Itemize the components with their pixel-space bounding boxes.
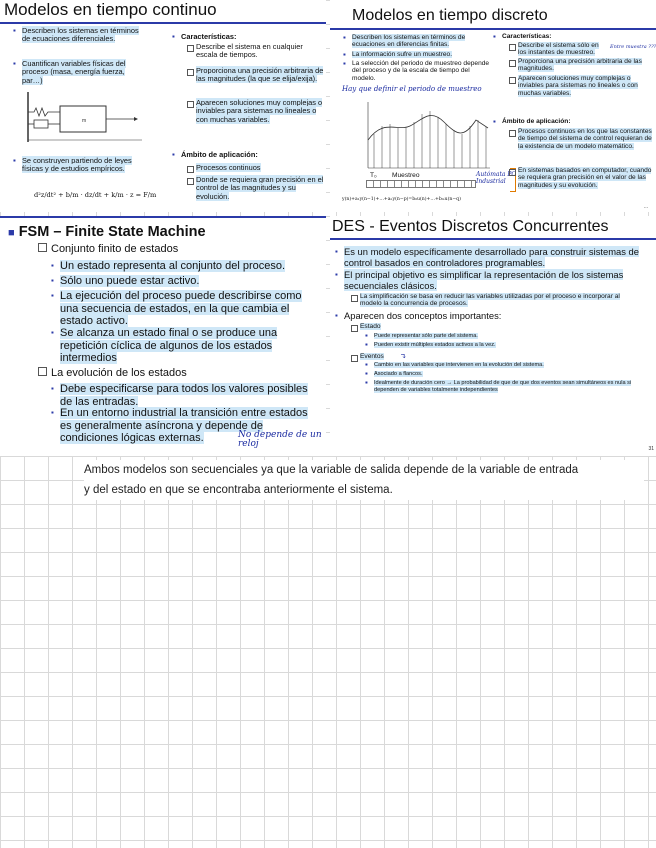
handwritten-side-note: Autómata PC Industrial [476,171,517,185]
slide-title: ■ FSM – Finite State Machine [8,224,206,240]
list-item: Aparecen soluciones muy complejas o inviables para sistemas no lineales o con muchas variables. [196,98,323,124]
bullet-item: ▪ La información sufre un muestreo. [352,51,492,58]
slide-continuous-models [0,0,326,212]
list-item: ▪ Idealmente de duración cero → La probabilidad de que de que dos eventos sean simultáneos es nula si dependen de variables totalmente independientes [374,380,644,393]
list-item: ▪ Pueden existir múltiples estados activos a la vez. [374,342,644,349]
sampled-signal-plot [364,98,492,172]
slide-des [330,216,656,456]
list-item: ▪ Asociado a flancos. [374,371,644,378]
bullet-item: ▪ Describen los sistemas en términos de ecuaciones diferenciales. [22,27,142,44]
estado-label: Estado [360,323,381,330]
list-item: Proporciona una precisión arbitraria de las magnitudes (la que se elija/exija). [196,67,326,84]
list-item: ▪ En un entorno industrial la transición entre estados es generalmente asíncrona y depende de condiciones lógicas externas. [60,407,310,445]
handwritten-note: Entre muestra ??? [610,44,656,50]
list-item: ▪ Puede representar sólo parte del sistema. [374,333,644,340]
ts-label: T₀ [370,172,377,179]
title-rule [0,22,326,24]
title-rule [330,28,656,30]
list-item: Describe el sistema en cualquier escala de tiempos. [196,43,326,60]
sub-note: La simplificación se basa en reducir las variables utilizadas por el proceso e incorporar al modelo la concurrencia de procesos. [360,293,640,308]
bullet-item: ▪ Cuantifican variables físicas del proceso (masa, energía fuerza, par…) [22,60,147,85]
list-item: ▪ Cambio en las variables que intervienen en la evolución del sistema. [374,362,644,369]
list-item: Donde se requiera gran precisión en el control de las magnitudes y su evolución. [196,176,326,201]
list-item: ▪ Un estado representa al conjunto del proceso. [60,260,310,273]
list-item: En sistemas basados en computador, cuando se requiera gran precisión en el valor de las magnitudes y su evolución. [518,167,654,189]
page-number: ... [643,204,648,210]
list-item: Describe el sistema sólo en los instantes de muestreo. [518,42,608,57]
section-heading: ▪ Características: [502,33,551,40]
list-item: ▪ Aparecen dos conceptos importantes: [344,310,654,321]
list-item: ▪ Es un modelo específicamente desarrollado para construir sistemas de control basados en controladores programables. [344,246,654,268]
sampling-strip [366,180,476,188]
slide-fsm [0,216,326,456]
eventos-label: Eventos [360,353,384,360]
page-number: 31 [648,446,654,452]
slide-discrete-models [330,0,656,212]
handwritten-summary [84,460,644,500]
summary-line: y del estado en que se encontraba anteriormente el sistema. [84,484,393,496]
svg-text:m: m [82,118,87,124]
arrow-mark: ↴ [400,352,407,361]
title-rule [330,238,656,240]
list-item: ▪ Se alcanza un estado final o se produce una repetición cíclica de algunos de los estados intermedios [60,327,290,365]
slide-title: DES - Eventos Discretos Concurrentes [332,218,609,235]
slide-title: Modelos en tiempo discreto [352,7,548,24]
summary-line: Ambos modelos son secuenciales ya que la variable de salida depende de la variable de entrada [84,464,579,476]
mass-spring-diagram [24,90,144,146]
list-item: Procesos continuos [196,164,326,172]
title-rule [0,216,326,218]
handwritten-note: Hay que definir el periodo de muestreo [342,85,482,93]
list-item: ▪ La ejecución del proceso puede describirse como una secuencia de estados, en la que cambia el estado activo. [60,290,310,328]
list-item: Proporciona una precisión arbitraria de las magnitudes. [518,58,654,73]
list-item: ▪ Sólo uno puede estar activo. [60,275,310,288]
bullet-item: ▪ Describen los sistemas en términos de ecuaciones en diferencias finitas. [352,34,492,49]
subheading: La evolución de los estados [38,367,187,379]
handwritten-note: No depende de un reloj [238,430,322,449]
subheading: Conjunto finito de estados [38,243,178,255]
list-item: Procesos continuos en los que las constantes de tiempo del sistema de control requieran de la existencia de un modelo matemático. [518,128,654,150]
list-item: ▪ El principal objetivo es simplificar la representación de los sistemas secuenciales clásicos. [344,269,654,291]
section-heading: ▪ Ámbito de aplicación: [502,118,571,125]
bullet-item: ▪ La selección del periodo de muestreo depende del proceso y de la escala de tiempo del modelo. [352,60,492,82]
list-item: Aparecen soluciones muy complejas o inviables para sistemas no lineales o con muchas variables. [518,75,654,97]
bullet-item: ▪ Se construyen partiendo de leyes físicas y de estudios empíricos. [22,157,140,174]
slide-title: Modelos en tiempo continuo [4,0,217,19]
section-heading: ▪ Ámbito de aplicación: [181,151,258,159]
section-heading: ▪ Características: [181,33,236,41]
difference-equation: y(n)+a₁y(n−1)+…+aₙy(n−p)=b₀u(n)+…+bₘu(n−q) [342,197,461,202]
sampling-label: Muestreo [392,172,420,179]
list-item: ▪ Debe especificarse para todos los valores posibles de las entradas. [60,383,310,408]
equation: d²z/dt² + b/m · dz/dt + k/m · z = F/m [34,191,157,199]
